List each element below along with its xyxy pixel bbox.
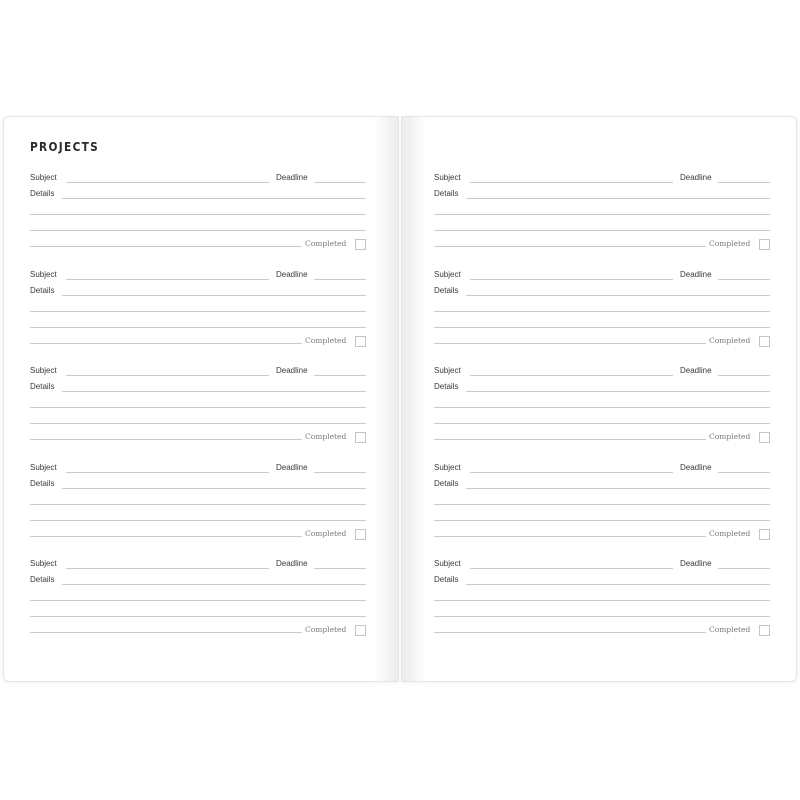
- details-row: [30, 189, 366, 201]
- project-entry: [434, 463, 770, 560]
- details-continuation-row: [434, 221, 770, 233]
- subject-row: [30, 463, 366, 475]
- deadline-label: Deadline: [276, 173, 308, 182]
- deadline-input-line[interactable]: [718, 375, 770, 376]
- details-continuation-row: [434, 205, 770, 217]
- completed-label: Completed: [709, 335, 751, 345]
- details-input-line[interactable]: [30, 616, 366, 617]
- deadline-label: Deadline: [680, 559, 712, 568]
- deadline-label: Deadline: [680, 269, 712, 279]
- notes-input-line[interactable]: [434, 536, 706, 537]
- notes-input-line[interactable]: [30, 632, 302, 633]
- details-label: Details: [434, 575, 459, 584]
- details-input-line[interactable]: [62, 488, 366, 489]
- details-label: Details: [30, 285, 55, 295]
- details-input-line[interactable]: [30, 230, 366, 231]
- completed-checkbox[interactable]: [759, 625, 770, 636]
- completed-label: Completed: [709, 239, 751, 248]
- subject-input-line[interactable]: [470, 182, 673, 183]
- details-row: [434, 286, 770, 298]
- subject-input-line[interactable]: [470, 279, 673, 280]
- deadline-label: Deadline: [276, 366, 308, 375]
- details-continuation-row: [30, 495, 366, 507]
- details-continuation-row: [30, 511, 366, 523]
- details-continuation-row: [434, 495, 770, 507]
- notes-input-line[interactable]: [30, 343, 302, 344]
- details-input-line[interactable]: [62, 391, 366, 392]
- details-row: [30, 479, 366, 491]
- right-page: [401, 116, 797, 682]
- details-input-line[interactable]: [466, 295, 770, 296]
- details-continuation-row: [30, 221, 366, 233]
- completed-row: [30, 237, 366, 249]
- details-input-line[interactable]: [30, 600, 366, 601]
- subject-label: Subject: [434, 462, 461, 472]
- deadline-input-line[interactable]: [314, 568, 366, 569]
- notebook-spread: [3, 116, 797, 682]
- details-continuation-row: [30, 398, 366, 410]
- page-title: PROJECTS: [30, 140, 100, 154]
- details-continuation-row: [30, 318, 366, 330]
- details-input-line[interactable]: [30, 407, 366, 408]
- deadline-input-line[interactable]: [314, 279, 366, 280]
- subject-label: Subject: [434, 269, 461, 279]
- completed-checkbox[interactable]: [355, 529, 366, 540]
- subject-label: Subject: [434, 559, 461, 568]
- details-row: [30, 286, 366, 298]
- deadline-label: Deadline: [680, 173, 712, 182]
- notes-input-line[interactable]: [30, 536, 302, 537]
- details-label: Details: [30, 189, 55, 198]
- details-row: [434, 479, 770, 491]
- details-input-line[interactable]: [434, 311, 770, 312]
- details-row: [30, 382, 366, 394]
- subject-row: [30, 173, 366, 185]
- details-input-line[interactable]: [62, 584, 366, 585]
- details-label: Details: [434, 189, 459, 198]
- details-input-line[interactable]: [434, 327, 770, 328]
- project-entry: [434, 173, 770, 270]
- details-input-line[interactable]: [30, 504, 366, 505]
- notes-input-line[interactable]: [30, 439, 302, 440]
- deadline-label: Deadline: [276, 559, 308, 568]
- details-continuation-row: [30, 302, 366, 314]
- entries-right: [434, 173, 770, 656]
- completed-label: Completed: [305, 239, 347, 248]
- completed-row: [434, 527, 770, 539]
- project-entry: [30, 366, 366, 463]
- project-entry: [434, 366, 770, 463]
- subject-row: [30, 366, 366, 378]
- completed-label: Completed: [709, 625, 751, 634]
- details-row: [434, 575, 770, 587]
- completed-row: [30, 527, 366, 539]
- details-input-line[interactable]: [30, 214, 366, 215]
- completed-label: Completed: [305, 432, 347, 441]
- details-input-line[interactable]: [466, 488, 770, 489]
- details-label: Details: [434, 478, 459, 488]
- notes-input-line[interactable]: [30, 246, 302, 247]
- completed-row: [30, 623, 366, 635]
- details-input-line[interactable]: [466, 198, 770, 199]
- completed-row: [434, 334, 770, 346]
- deadline-label: Deadline: [680, 366, 712, 375]
- completed-checkbox[interactable]: [355, 336, 366, 347]
- subject-label: Subject: [434, 173, 461, 182]
- completed-checkbox[interactable]: [355, 239, 366, 250]
- details-input-line[interactable]: [434, 230, 770, 231]
- details-input-line[interactable]: [466, 391, 770, 392]
- completed-checkbox[interactable]: [759, 239, 770, 250]
- details-continuation-row: [434, 607, 770, 619]
- subject-input-line[interactable]: [470, 568, 673, 569]
- project-entry: [30, 559, 366, 656]
- subject-row: [434, 173, 770, 185]
- subject-row: [434, 559, 770, 571]
- subject-row: [434, 270, 770, 282]
- completed-label: Completed: [305, 625, 347, 634]
- subject-row: [434, 366, 770, 378]
- subject-input-line[interactable]: [470, 472, 673, 473]
- details-continuation-row: [434, 398, 770, 410]
- subject-input-line[interactable]: [66, 375, 269, 376]
- completed-checkbox[interactable]: [355, 432, 366, 443]
- details-label: Details: [434, 285, 459, 295]
- deadline-input-line[interactable]: [718, 279, 770, 280]
- completed-label: Completed: [709, 432, 751, 441]
- completed-label: Completed: [709, 528, 751, 538]
- deadline-input-line[interactable]: [718, 472, 770, 473]
- completed-checkbox[interactable]: [759, 529, 770, 540]
- project-entry: [30, 463, 366, 560]
- details-continuation-row: [434, 302, 770, 314]
- entries-left: [30, 173, 366, 656]
- project-entry: [434, 270, 770, 367]
- subject-input-line[interactable]: [66, 568, 269, 569]
- completed-row: [434, 430, 770, 442]
- subject-input-line[interactable]: [470, 375, 673, 376]
- details-continuation-row: [434, 414, 770, 426]
- details-continuation-row: [434, 511, 770, 523]
- project-entry: [30, 270, 366, 367]
- details-input-line[interactable]: [30, 520, 366, 521]
- deadline-input-line[interactable]: [314, 375, 366, 376]
- deadline-input-line[interactable]: [718, 182, 770, 183]
- details-input-line[interactable]: [434, 520, 770, 521]
- details-continuation-row: [434, 318, 770, 330]
- completed-row: [434, 237, 770, 249]
- completed-label: Completed: [305, 335, 347, 345]
- page-gutter-shadow: [374, 117, 398, 681]
- details-input-line[interactable]: [434, 600, 770, 601]
- details-input-line[interactable]: [30, 327, 366, 328]
- details-input-line[interactable]: [62, 295, 366, 296]
- subject-row: [30, 559, 366, 571]
- project-entry: [30, 173, 366, 270]
- completed-checkbox[interactable]: [759, 432, 770, 443]
- subject-row: [30, 270, 366, 282]
- completed-checkbox[interactable]: [759, 336, 770, 347]
- details-continuation-row: [434, 591, 770, 603]
- completed-row: [30, 430, 366, 442]
- project-entry: [434, 559, 770, 656]
- notes-input-line[interactable]: [434, 439, 706, 440]
- notes-input-line[interactable]: [434, 343, 706, 344]
- deadline-label: Deadline: [680, 462, 712, 472]
- details-continuation-row: [30, 205, 366, 217]
- subject-label: Subject: [434, 366, 461, 375]
- deadline-input-line[interactable]: [314, 472, 366, 473]
- subject-input-line[interactable]: [66, 182, 269, 183]
- completed-row: [434, 623, 770, 635]
- subject-input-line[interactable]: [66, 472, 269, 473]
- deadline-input-line[interactable]: [718, 568, 770, 569]
- deadline-label: Deadline: [276, 462, 308, 472]
- details-label: Details: [434, 382, 459, 391]
- deadline-label: Deadline: [276, 269, 308, 279]
- details-input-line[interactable]: [30, 311, 366, 312]
- details-label: Details: [30, 382, 55, 391]
- subject-label: Subject: [30, 559, 57, 568]
- details-row: [434, 382, 770, 394]
- completed-label: Completed: [305, 528, 347, 538]
- notes-input-line[interactable]: [434, 246, 706, 247]
- notes-input-line[interactable]: [434, 632, 706, 633]
- details-row: [434, 189, 770, 201]
- deadline-input-line[interactable]: [314, 182, 366, 183]
- subject-input-line[interactable]: [66, 279, 269, 280]
- details-input-line[interactable]: [30, 423, 366, 424]
- subject-label: Subject: [30, 269, 57, 279]
- details-input-line[interactable]: [434, 407, 770, 408]
- details-row: [30, 575, 366, 587]
- details-input-line[interactable]: [434, 423, 770, 424]
- details-label: Details: [30, 575, 55, 584]
- details-input-line[interactable]: [434, 504, 770, 505]
- details-continuation-row: [30, 591, 366, 603]
- subject-row: [434, 463, 770, 475]
- completed-checkbox[interactable]: [355, 625, 366, 636]
- details-input-line[interactable]: [434, 214, 770, 215]
- completed-row: [30, 334, 366, 346]
- left-page: [3, 116, 399, 682]
- subject-label: Subject: [30, 173, 57, 182]
- details-label: Details: [30, 478, 55, 488]
- details-continuation-row: [30, 414, 366, 426]
- details-input-line[interactable]: [62, 198, 366, 199]
- page-gutter-shadow: [402, 117, 426, 681]
- subject-label: Subject: [30, 366, 57, 375]
- subject-label: Subject: [30, 462, 57, 472]
- details-input-line[interactable]: [434, 616, 770, 617]
- details-input-line[interactable]: [466, 584, 770, 585]
- details-continuation-row: [30, 607, 366, 619]
